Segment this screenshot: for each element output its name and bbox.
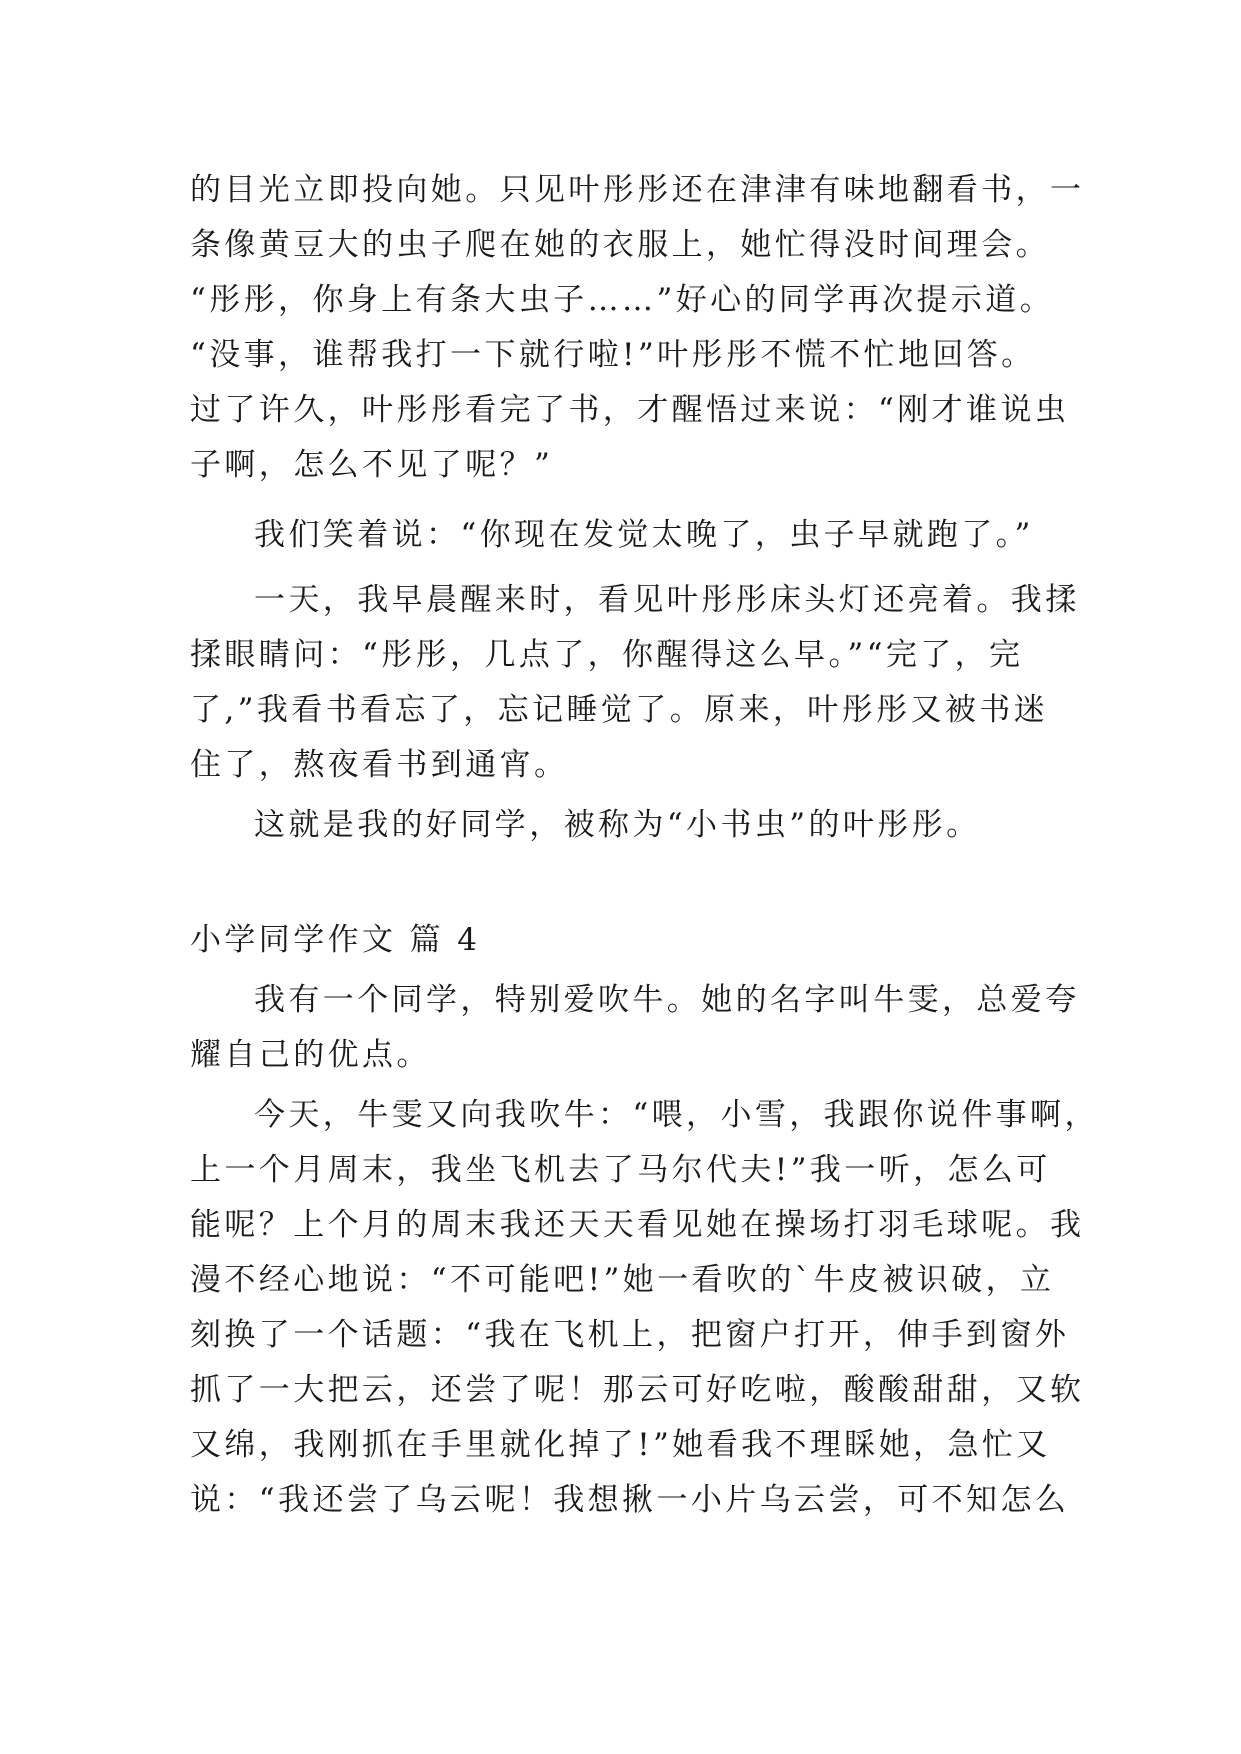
text-line: 刻换了一个话题：“我在飞机上，把窗户打开，伸手到窗外 [190,1317,1070,1353]
text-line: 又绵，我刚抓在手里就化掉了!”她看我不理睬她，急忙又 [190,1427,1051,1463]
text-line: 抓了一大把云，还尝了呢！那云可好吃啦，酸酸甜甜，又软 [190,1372,1085,1408]
text-line: 过了许久，叶彤彤看完了书，才醒悟过来说：“刚才谁说虫 [190,392,1070,428]
text-line: “没事，谁帮我打一下就行啦!”叶彤彤不慌不忙地回答。 [190,337,1036,373]
text-line: 能呢？上个月的周末我还天天看见她在操场打羽毛球呢。我 [190,1207,1085,1243]
text-line: 说：“我还尝了乌云呢！我想揪一小片乌云尝，可不知怎么 [190,1482,1070,1518]
text-line: 子啊，怎么不见了呢？” [190,447,554,483]
text-line: 住了，熬夜看书到通宵。 [190,747,569,783]
paragraph-first-line: 这就是我的好同学，被称为“小书虫”的叶彤彤。 [254,807,981,843]
text-line: 揉眼睛问：“彤彤，几点了，你醒得这么早。”“完了，完 [190,637,1024,673]
section-heading: 小学同学作文 篇 4 [190,922,481,958]
text-line: 上一个月周末，我坐飞机去了马尔代夫!”我一听，怎么可 [190,1152,1051,1188]
paragraph-first-line: 我有一个同学，特别爱吹牛。她的名字叫牛雯，总爱夸 [254,982,1080,1018]
text-line: 耀自己的优点。 [190,1037,431,1073]
text-line: 的目光立即投向她。只见叶彤彤还在津津有味地翻看书，一 [190,172,1085,208]
paragraph-first-line: 我们笑着说：“你现在发觉太晚了，虫子早就跑了。” [254,517,1034,553]
text-line: 漫不经心地说：“不可能吧!”她一看吹的`牛皮被识破，立 [190,1262,1055,1298]
text-line: 条像黄豆大的虫子爬在她的衣服上，她忙得没时间理会。 [190,227,1050,263]
paragraph-first-line: 一天，我早晨醒来时，看见叶彤彤床头灯还亮着。我揉 [254,582,1080,618]
text-line: “彤彤，你身上有条大虫子……”好心的同学再次提示道。 [190,282,1055,318]
text-line: 了,”我看书看忘了，忘记睡觉了。原来，叶彤彤又被书迷 [190,692,1049,728]
paragraph-first-line: 今天，牛雯又向我吹牛：“喂，小雪，我跟你说件事啊， [254,1097,1099,1133]
